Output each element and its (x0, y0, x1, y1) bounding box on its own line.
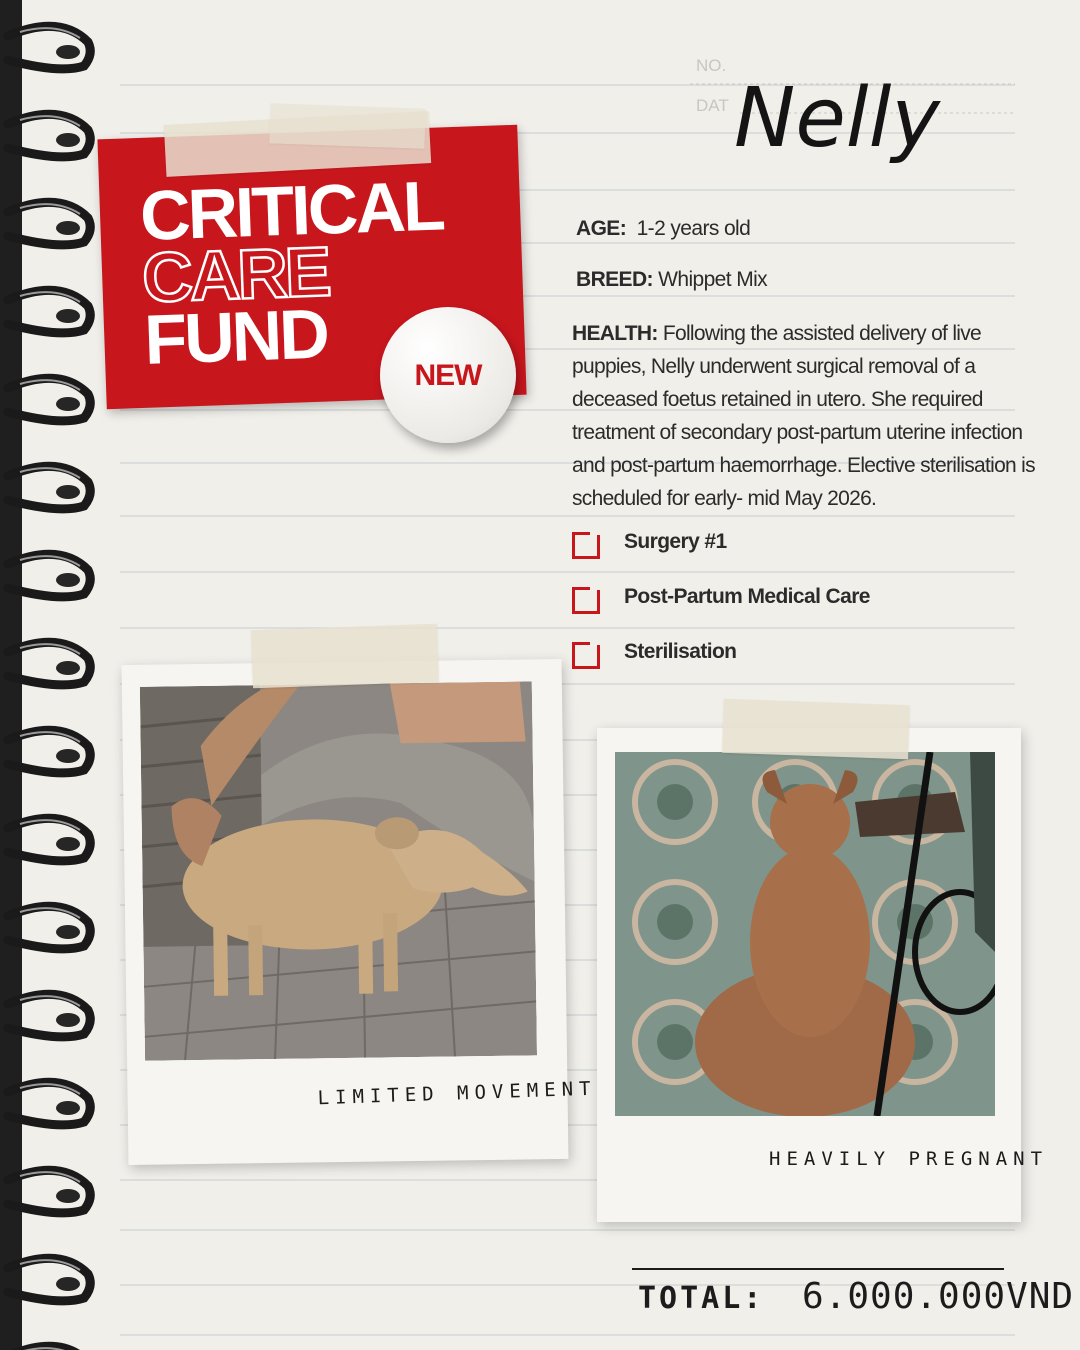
binding-hole (56, 749, 80, 763)
binding-hole (56, 309, 80, 323)
binding-hole (56, 573, 80, 587)
fund-title-line2: CARE (140, 232, 330, 317)
photo-caption: LIMITED MOVEMENT (317, 1077, 597, 1110)
photo-caption: HEAVILY PREGNANT (769, 1148, 1049, 1170)
total-label: TOTAL: (638, 1281, 765, 1316)
dog-sitting-image (615, 752, 995, 1116)
binding-hole (56, 1277, 80, 1291)
binding-hole (56, 837, 80, 851)
binding-hole (56, 925, 80, 939)
new-badge (380, 307, 516, 443)
age-row (576, 217, 750, 241)
breed-row (576, 268, 767, 292)
dog-standing-image (140, 681, 537, 1060)
new-badge-label: NEW (414, 359, 482, 392)
age-value: 1-2 years old (636, 217, 751, 240)
breed-label: BREED: (576, 268, 653, 291)
checkbox-icon[interactable] (572, 590, 600, 614)
total-underline (632, 1268, 1004, 1270)
tape-strip (269, 103, 425, 148)
tape-strip (722, 699, 910, 759)
breed-value: Whippet Mix (658, 268, 768, 291)
dog-photo-sitting (615, 752, 995, 1116)
binding-hole (56, 1013, 80, 1027)
dog-name-handwritten (730, 54, 960, 166)
binding-hole (56, 1189, 80, 1203)
binding-hole (56, 397, 80, 411)
polaroid-photo-2 (597, 728, 1049, 1222)
date-label: DAT (696, 96, 729, 115)
tape-strip (251, 624, 439, 688)
binding-hole (56, 661, 80, 675)
binding-hole (56, 133, 80, 147)
number-label: NO. (696, 56, 727, 75)
binding-hole (56, 221, 80, 235)
checklist-label: Post-Partum Medical Care (624, 585, 870, 608)
checklist-label: Surgery #1 (624, 530, 727, 553)
checklist-label: Sterilisation (624, 640, 737, 663)
fund-title-line1: CRITICAL (138, 166, 444, 255)
dog-name: Nelly (734, 71, 940, 166)
binding-hole (56, 1101, 80, 1115)
binding-hole (56, 485, 80, 499)
total-value: 6.000.000VND (802, 1276, 1075, 1317)
dog-photo-standing (140, 681, 537, 1060)
health-label: HEALTH: (572, 322, 658, 345)
age-label: AGE: (576, 217, 627, 240)
fund-title-line3: FUND (143, 294, 329, 379)
polaroid-photo-1 (122, 659, 597, 1165)
spiral-binding (0, 0, 110, 1350)
checkbox-icon[interactable] (572, 535, 600, 559)
health-paragraph (572, 317, 1052, 515)
checkbox-icon[interactable] (572, 645, 600, 669)
health-value: Following the assisted delivery of live puppies, Nelly underwent surgical removal of a deceased foetus retained in utero. She required treatment of secondary post-partum uterine infection and post-partum haemorrhage. Elective sterilisation is scheduled for early- mid May 2026. (572, 322, 1035, 510)
total-amount-row (638, 1276, 1074, 1317)
binding-hole (56, 45, 80, 59)
